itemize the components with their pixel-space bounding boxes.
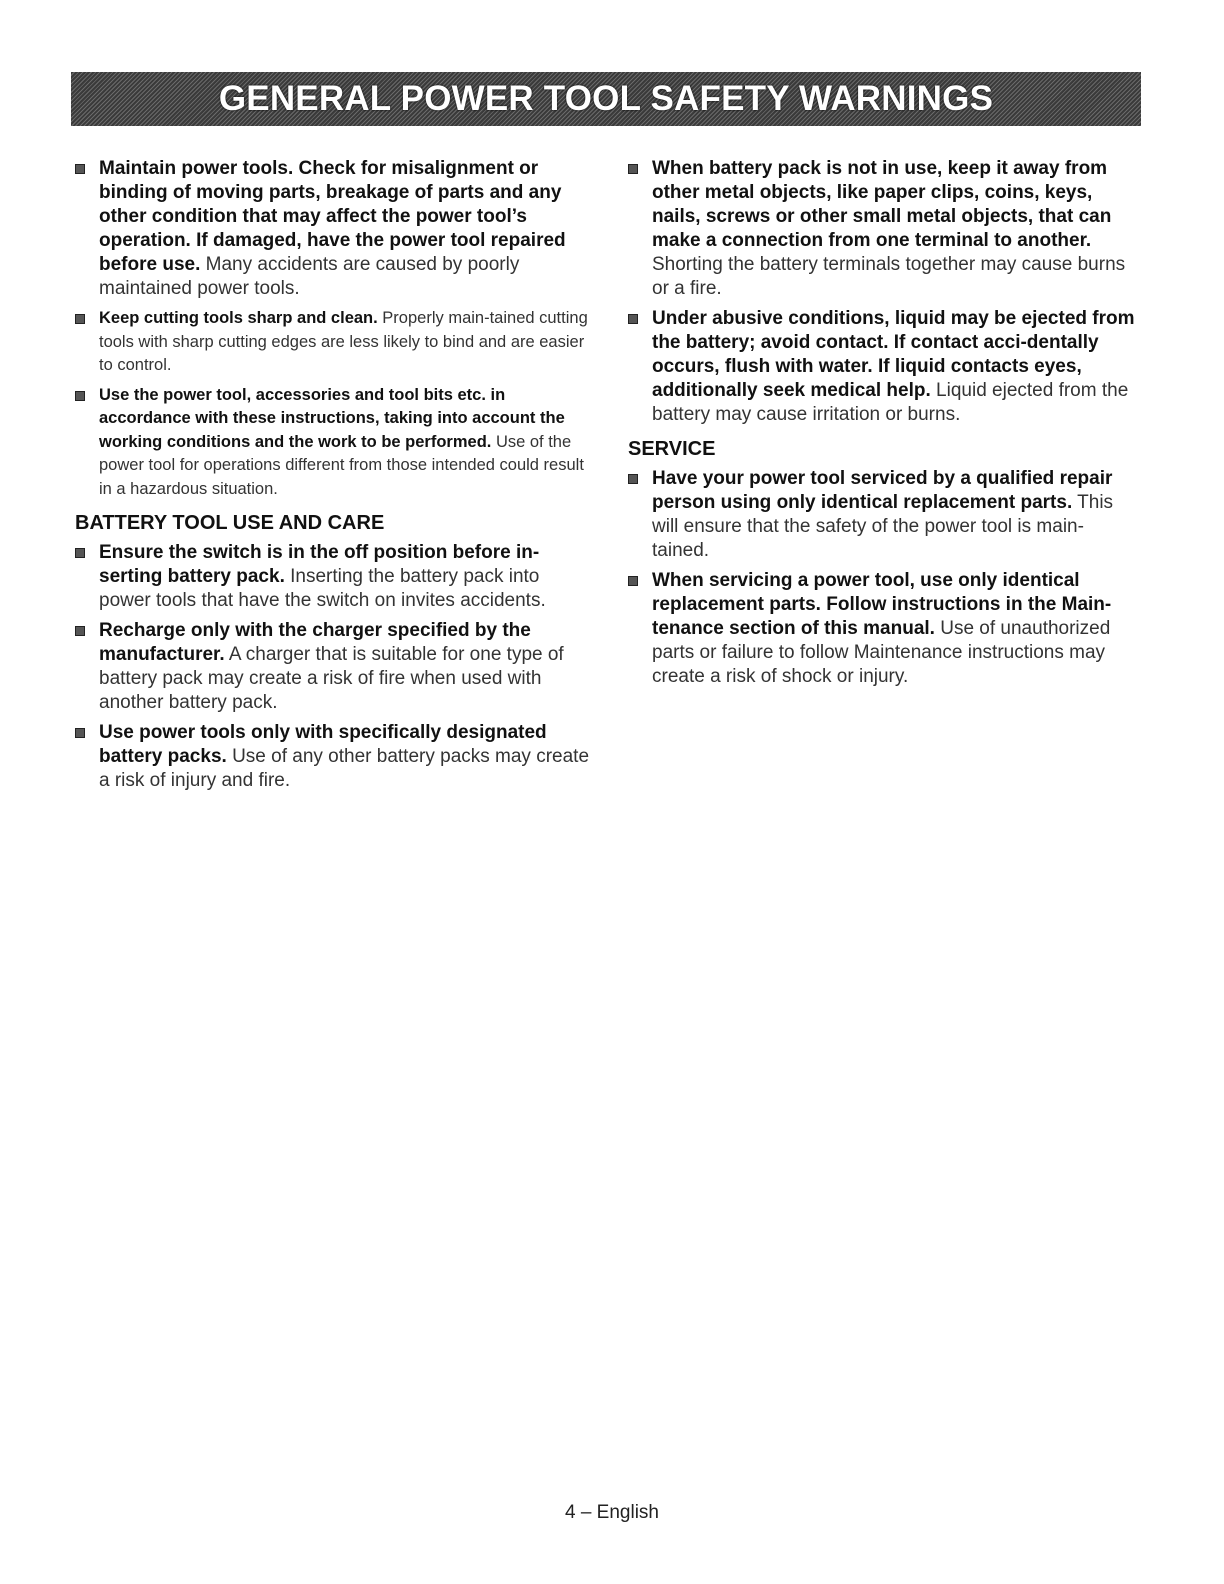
warning-item xyxy=(75,721,593,793)
warning-item xyxy=(75,157,593,301)
warning-text: Shorting the battery terminals together may cause burns or a fire. xyxy=(652,254,1126,299)
warning-text: Liquid ejected from the battery may cause irritation or burns. xyxy=(652,380,1129,425)
square-bullet-icon xyxy=(628,164,638,174)
warning-bold: When battery pack is not in use, keep it away from other metal objects, like paper clips, coins, keys, nails, screws or other small metal objects, that can make a connection from one terminal to another. xyxy=(652,158,1112,251)
square-bullet-icon xyxy=(75,164,85,174)
warning-item xyxy=(628,307,1138,427)
warning-text: A charger that is suitable for one type of battery pack may create a risk of fire when used with another battery pack. xyxy=(99,644,564,713)
warning-text: Use of any other battery packs may create a risk of injury and fire. xyxy=(99,746,590,791)
page-number-footer: 4 – English xyxy=(564,1502,659,1523)
warning-item xyxy=(75,541,593,613)
square-bullet-icon xyxy=(75,548,85,558)
warning-item xyxy=(75,384,593,502)
warning-bold: Use power tools only with specifically designated battery packs. xyxy=(99,722,547,767)
warning-text: Properly main-tained cutting tools with sharp cutting edges are less likely to bind and are easier to control. xyxy=(99,309,588,374)
warning-text: Use of unauthorized parts or failure to follow Maintenance instructions may create a risk of shock or injury. xyxy=(652,618,1111,687)
square-bullet-icon xyxy=(628,474,638,484)
page-title: GENERAL POWER TOOL SAFETY WARNINGS xyxy=(218,79,994,118)
right-column xyxy=(628,157,1138,695)
square-bullet-icon xyxy=(75,391,85,401)
warning-bold: When servicing a power tool, use only identical replacement parts. Follow instructions in the Main-tenance section of this manual. xyxy=(652,570,1112,639)
warning-text: Many accidents are caused by poorly maintained power tools. xyxy=(99,254,520,299)
warning-bold: Maintain power tools. Check for misalignment or binding of moving parts, breakage of parts and any other condition that may affect the power tool’s operation. If damaged, have the power tool repaired before use. xyxy=(99,158,566,275)
warning-item xyxy=(628,467,1138,563)
square-bullet-icon xyxy=(75,728,85,738)
section-heading: BATTERY TOOL USE AND CARE xyxy=(75,512,385,534)
square-bullet-icon xyxy=(75,626,85,636)
warning-bold: Ensure the switch is in the off position before in-serting battery pack. xyxy=(99,542,540,587)
warning-item xyxy=(628,569,1138,689)
warning-bold: Use the power tool, accessories and tool bits etc. in accordance with these instructions, taking into account the working conditions and the work to be performed. xyxy=(99,385,565,451)
warning-item xyxy=(75,619,593,715)
warning-bold: Recharge only with the charger specified by the manufacturer. xyxy=(99,620,531,665)
square-bullet-icon xyxy=(628,314,638,324)
warning-text: Use of the power tool for operations different from those intended could result in a hazardous situation. xyxy=(99,432,584,498)
warning-bold: Under abusive conditions, liquid may be ejected from the battery; avoid contact. If contact acci-dentally occurs, flush with water. If liquid contacts eyes, additionally seek medical help. xyxy=(652,308,1135,401)
left-column xyxy=(75,157,593,799)
warning-bold: Have your power tool serviced by a qualified repair person using only identical replacement parts. xyxy=(652,468,1113,513)
warning-item xyxy=(75,307,593,378)
section-heading: SERVICE xyxy=(628,438,716,460)
warning-item xyxy=(628,157,1138,301)
warning-text: This will ensure that the safety of the power tool is main-tained. xyxy=(652,492,1114,561)
warning-bold: Keep cutting tools sharp and clean. xyxy=(99,309,378,327)
square-bullet-icon xyxy=(628,576,638,586)
square-bullet-icon xyxy=(75,314,85,324)
warning-text: Inserting the battery pack into power tools that have the switch on invites accidents. xyxy=(99,566,546,611)
section-title-banner xyxy=(71,72,1141,126)
